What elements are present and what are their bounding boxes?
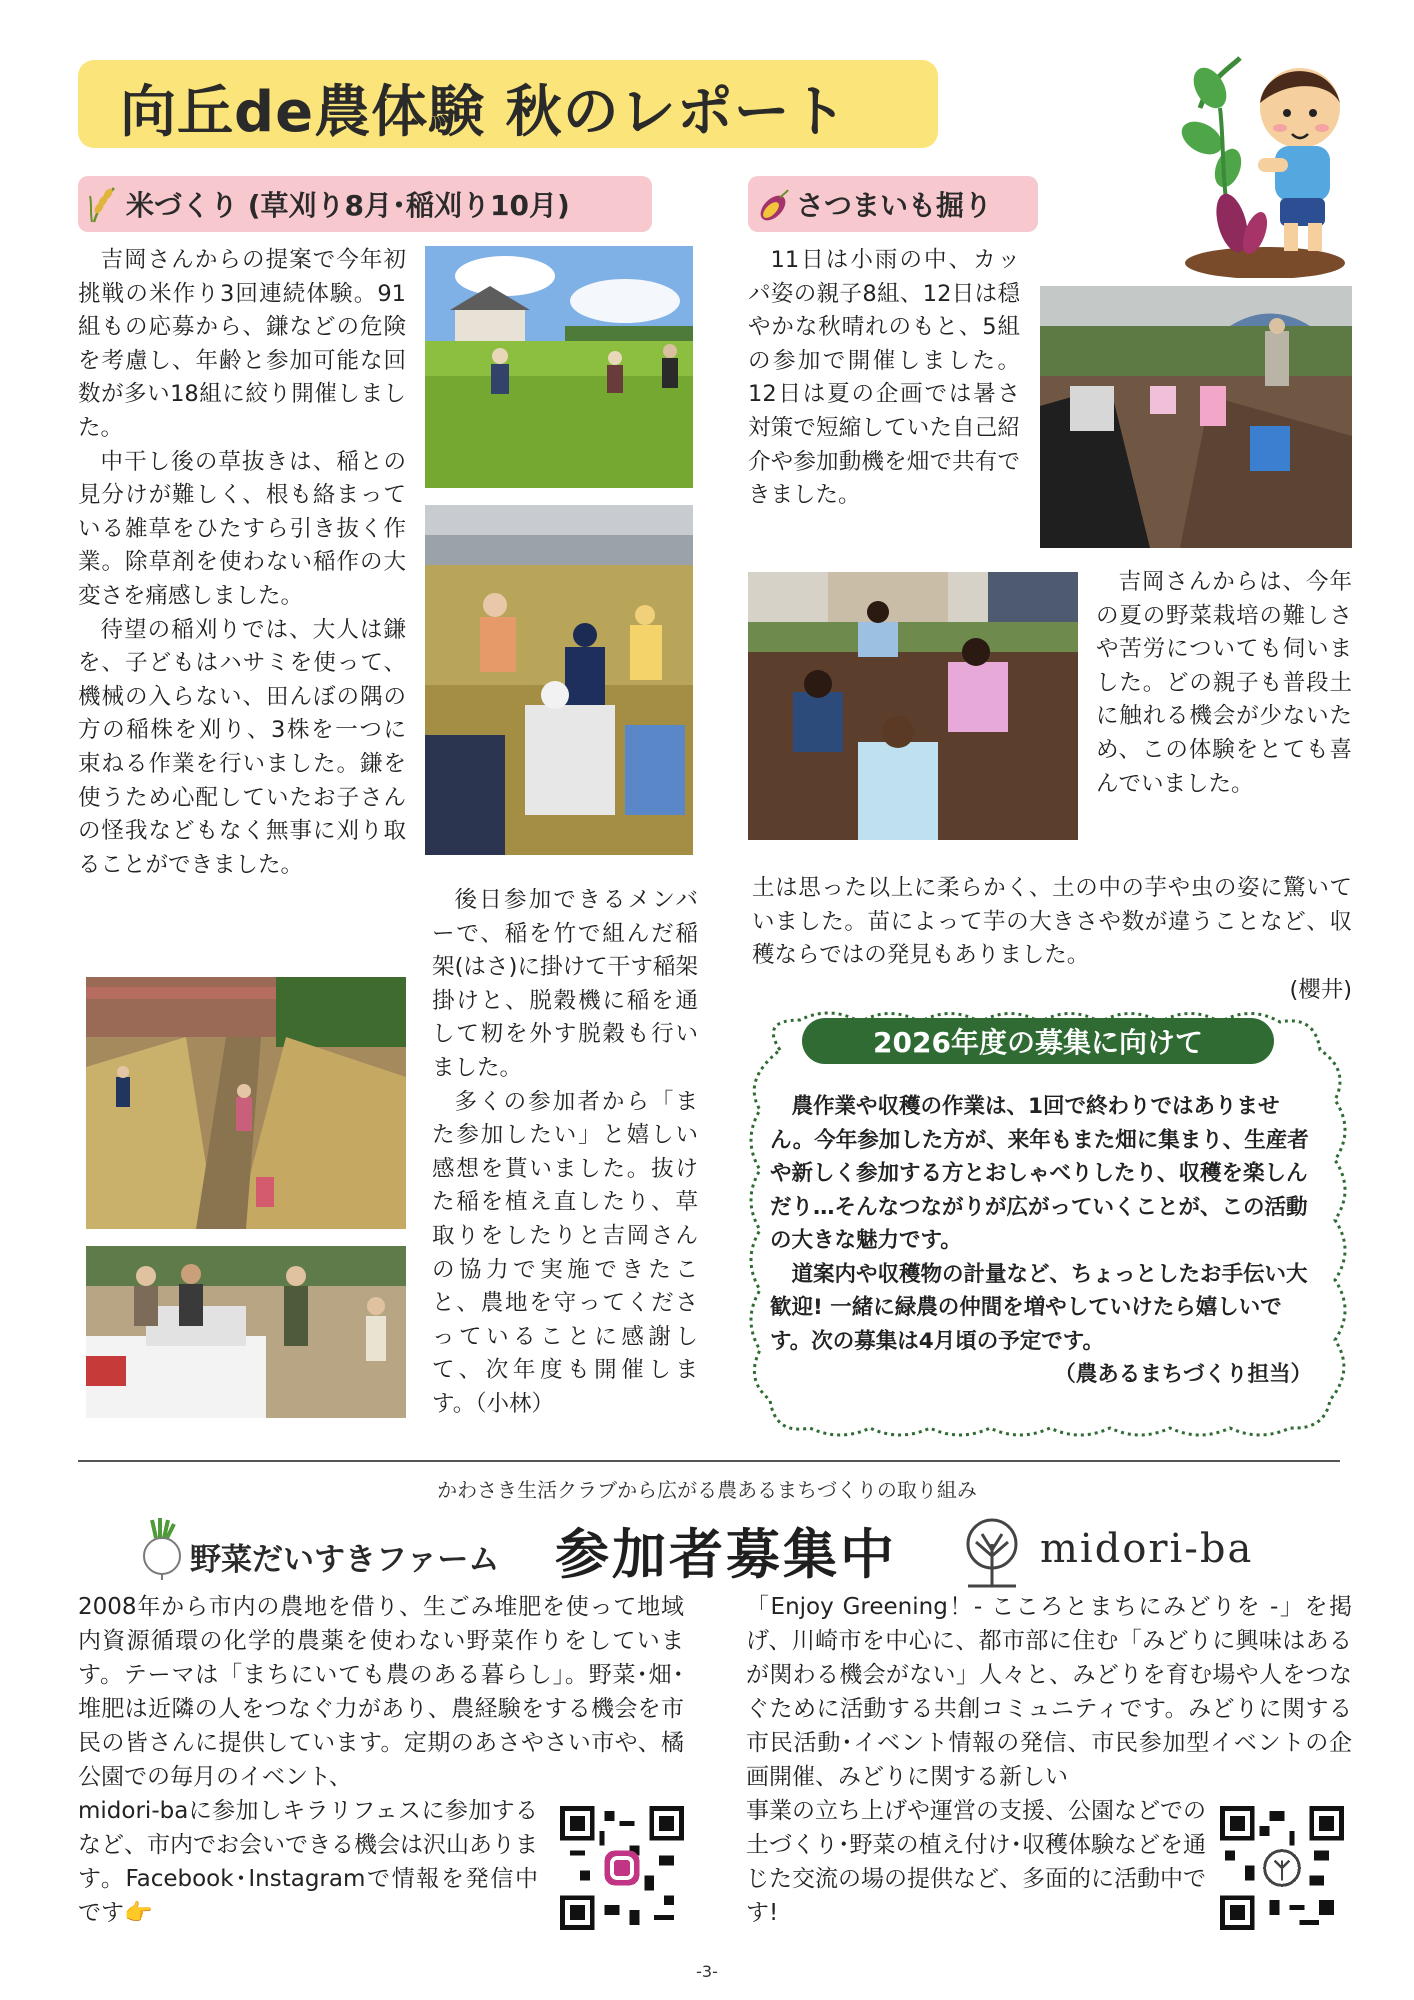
farm-qr-code[interactable] [560, 1806, 684, 1930]
boy-digging-potato-illustration [1180, 48, 1350, 278]
recruit-paragraph: 農作業や収穫の作業は、1回で終わりではありません。今年参加した方が、来年もまた畑に集まり、生産者や新しく参加する方とおしゃべりしたり、収穫を楽しんだり…そんなつながりが広がっていくことが、この活動の大きな魅力です。 [770, 1094, 1309, 1253]
photo-potato-rainy-day [1040, 286, 1352, 548]
potato-header-text: さつまいも掘り [796, 189, 993, 222]
photo-potato-kids-digging [748, 572, 1078, 840]
rice-paragraph: 後日参加できるメンバーで、稲を竹で組んだ稲架(はさ)に掛けて干す稲架掛けと、脱穀機に稲を通して籾を外す脱穀も行いました。 [432, 887, 698, 1081]
rice-paragraph: 中干し後の草抜きは、稲との見分けが難しく、根も絡まっている雑草をひたすら引き抜く作業。除草剤を使わない稲作の大変さを痛感しました。 [78, 448, 406, 609]
page-number: -3- [696, 1962, 718, 1981]
midori-description-bottom [746, 1794, 1206, 1930]
rice-paragraph: 多くの参加者から「また参加したい」と嬉しい感想を貰いました。抜けた稲を植え直したり、草取りをしたりと吉岡さんの協力で実施できたこと、農地を守ってくださっていることに感謝して、次年度も開催します。（小林） [432, 1088, 698, 1417]
potato-paragraph: 吉岡さんからは、今年の夏の野菜栽培の難しさや苦労についても伺いました。どの親子も普段土に触れる機会が少ないため、この体験をとても喜んでいました。 [1096, 569, 1352, 797]
recruit-2026-text [770, 1090, 1322, 1392]
farm-description-text: 2008年から市内の農地を借り、生ごみ堆肥を使って地域内資源循環の化学的農薬を使わない野菜作りをしています。テーマは「まちにいても農のある暮らし」。野菜･畑･堆肥は近隣の人をつなぐ力があり、農経験をする機会を市民の皆さんに提供しています。定期のあさやさい市や、橘公園での毎月のイベント、 [78, 1594, 684, 1790]
farm-description-bottom [78, 1794, 538, 1930]
potato-farmer-talk [1096, 566, 1352, 801]
rice-plant-icon [86, 184, 120, 224]
potato-intro [748, 244, 1020, 513]
midori-description-text: 「Enjoy Greening！- こころとまちにみどりを -」を掲げ、川崎市を中心に、都市部に住む「みどりに興味はあるが関わる機会がない」人々と、みどりを育む場や人をつなぐために活動する共創コミュニティです。みどりに関する市民活動･イベント情報の発信、市民参加型イベントの企画開催、みどりに関する新しい [746, 1594, 1353, 1790]
potato-paragraph: 土は思った以上に柔らかく、土の中の芋や虫の姿に驚いていました。苗によって芋の大きさや数が違うことなど、収穫ならではの発見もありました。 [752, 875, 1352, 969]
section-divider [78, 1460, 1340, 1462]
rice-section-header [78, 176, 652, 232]
rice-column-2 [432, 884, 698, 1422]
photo-rice-hasa-drying [86, 977, 406, 1229]
midori-description-text: 事業の立ち上げや運営の支援、公園などでの土づくり･野菜の植え付け･収穫体験などを通じた交流の場の提供など、多面的に活動中です! [746, 1798, 1206, 1926]
potato-signature: (櫻井) [1289, 977, 1352, 1003]
sweet-potato-icon [756, 184, 790, 224]
rice-paragraph: 吉岡さんからの提案で今年初挑戦の米作り3回連続体験。91組もの応募から、鎌などの危険を考慮し、年齢と参加可能な回数が多い18組に絞り開催しました。 [78, 247, 406, 441]
recruit-paragraph: 道案内や収穫物の計量など、ちょっとしたお手伝い大歓迎! 一緒に緑農の仲間を増やしていけたら嬉しいです。次の募集は4月頃の予定です。 [770, 1261, 1308, 1354]
midori-description-top [746, 1590, 1352, 1794]
midori-ba-logo-text: midori-ba [1040, 1526, 1254, 1572]
photo-rice-field-weeding [425, 246, 693, 488]
bottom-caption: かわさき生活クラブから広がる農あるまちづくりの取り組み [437, 1478, 977, 1502]
potato-section-header [748, 176, 1038, 232]
page-title: 向丘de農体験 秋のレポート [120, 80, 848, 145]
turnip-icon [138, 1516, 186, 1580]
photo-rice-harvesting [425, 505, 693, 855]
midori-ba-tree-logo [952, 1516, 1032, 1590]
rice-header-text: 米づくり (草刈り8月･稲刈り10月) [126, 189, 570, 222]
farm-description-top [78, 1590, 684, 1794]
midori-qr-code[interactable] [1220, 1806, 1344, 1930]
recruit-2026-title: 2026年度の募集に向けて [802, 1018, 1274, 1064]
potato-paragraph: 11日は小雨の中、カッパ姿の親子8組、12日は穏やかな秋晴れのもと、5組の参加で開催しました。12日は夏の企画では暑さ対策で短縮していた自己紹介や参加動機を畑で共有できました。 [748, 247, 1020, 509]
farm-name: 野菜だいすきファーム [190, 1542, 500, 1578]
photo-rice-threshing [86, 1246, 406, 1418]
rice-column-1 [78, 244, 406, 882]
rice-paragraph: 待望の稲刈りでは、大人は鎌を、子どもはハサミを使って、機械の入らない、田んぼの隅の方の稲株を刈り、3株を一つに束ねる作業を行いました。鎌を使うため心配していたお子さんの怪我などもなく無事に刈り取ることができました。 [78, 616, 406, 878]
recruiting-label: 参加者募集中 [555, 1523, 897, 1586]
farm-description-text: midori-baに参加しキラリフェスに参加するなど、市内でお会いできる機会は沢山あります。Facebook･Instagramで情報を発信中です👉 [78, 1798, 538, 1926]
recruit-signature: （農あるまちづくり担当） [1054, 1362, 1312, 1387]
potato-findings [752, 872, 1352, 973]
